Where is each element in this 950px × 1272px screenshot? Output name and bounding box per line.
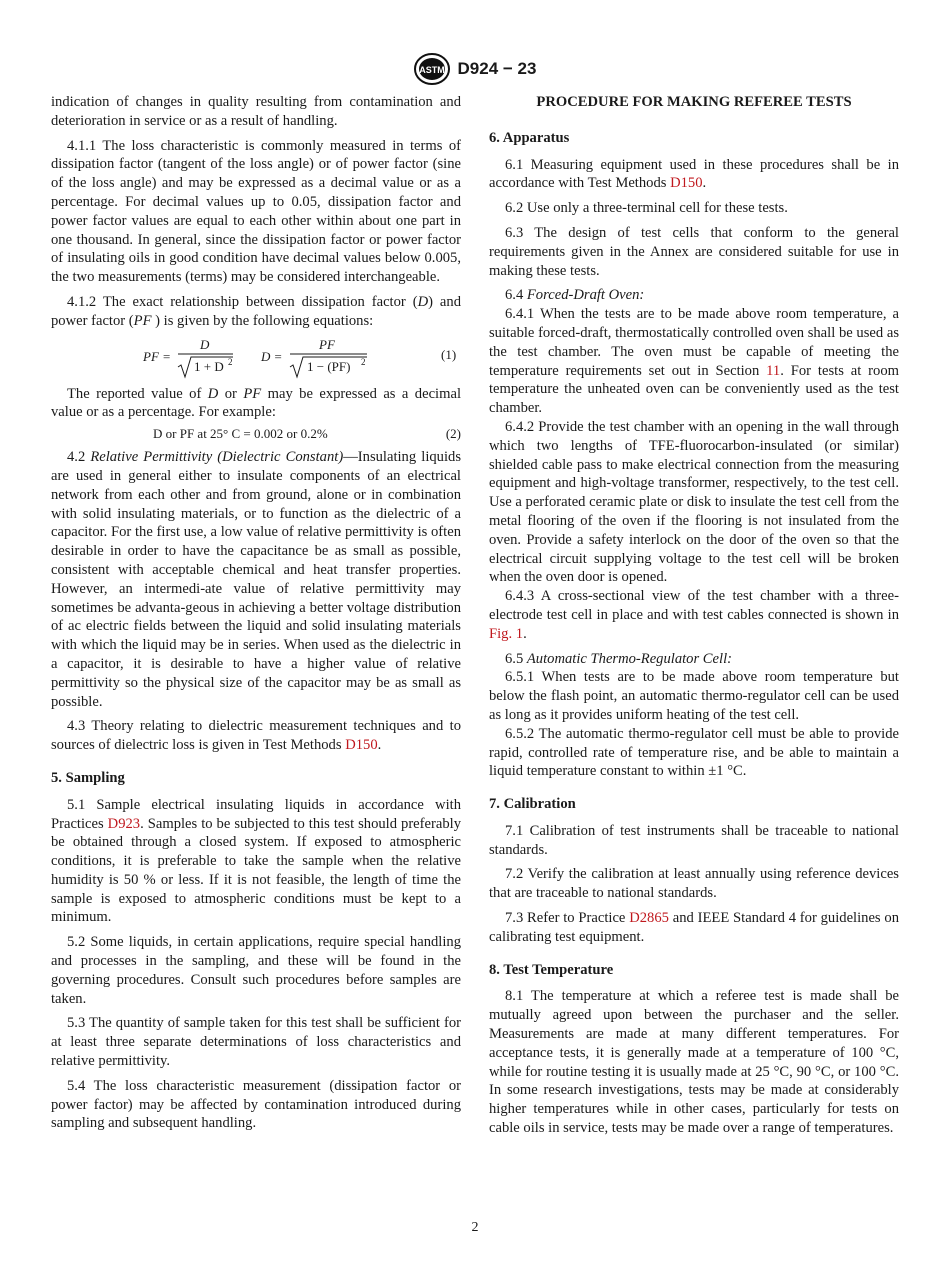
paragraph-7-3: 7.3 Refer to Practice D2865 and IEEE Standard 4 for guidelines on calibrating test equipment. <box>489 910 900 945</box>
svg-text:(1): (1) <box>441 346 457 362</box>
paragraph-6-2: 6.2 Use only a three-terminal cell for these tests. <box>505 200 788 217</box>
paragraph-4-2: 4.2 Relative Permittivity (Dielectric Constant)—Insulating liquids are used in general either to insulate components of an electrical network from each other and from ground, alone or in combination with solid insulating materials, or to function as the dielectric of a capacitor. For the first use, a low value of relative permittivity is often desirable in order to have the capacitance be as small as possible, consistent with acceptable chemical and heat transfer properties. However, an intermedi-ate value of relative permittivity may sometimes be advanta-geous in achieving a better voltage distribution of ac electric fields between the liquid and solid insulating materials with which the liquid may be in series. When used as the dielectric in a capacitor, it is desirable to have a higher value of relative permittivity so the physical size of the capacitor may be as small as possible. <box>51 449 461 710</box>
paragraph-8-1: 8.1 The temperature at which a referee test is made shall be mutually agreed upon between the purchaser and the seller. Measurements are made at many different temperatures. For acceptance tests, it is generally made at a temperature of 100 °C, while for routine testing it is usually made at 25 °C, 90 °C, or 100 °C. In some research investigations, tests may be made at considerably higher temperatures while in other cases, particularly for tests on cable oils in service, tests may be made over a range of temperatures. <box>489 988 899 1137</box>
paragraph-6-4-2: 6.4.2 Provide the test chamber with an opening in the wall through which two lengths of TFE-fluorocarbon-insulated (or similar) shielded cable pass to make electrical connection from the measuring equipment and high-voltage transformer, respectively, to the test cell. Use a perforated ceramic plate or disk to insulate the test cell from the metal flooring of the oven if the flooring is not insulated from the oven. Provide a safety interlock on the door of the oven so that the electrical circuit supplying voltage to the test cell will be broken when the oven door is opened. <box>489 418 899 586</box>
paragraph-5-1: 5.1 Sample electrical insulating liquids in accordance with Practices D923. Samples to be subjected to this test should preferably be obtained through a closed system. If exposed to atmospheric conditions, it is preferable to take the sample when the relative humidity is 50 % or less. If it is not feasible, the length of time the sample is exposed to atmospheric conditions must be kept to a minimum. <box>51 796 461 926</box>
paragraph-6-1: 6.1 Measuring equipment used in these procedures shall be in accordance with Test Methods D150. <box>489 156 899 192</box>
heading-test-temperature: 8. Test Temperature <box>489 961 614 978</box>
svg-text:2: 2 <box>361 356 366 367</box>
paragraph-reported-value: The reported value of D or PF may be expressed as a decimal value or as a percentage. For example: <box>51 385 461 421</box>
paragraph-4-3: 4.3 Theory relating to dielectric measurement techniques and to sources of dielectric loss is given in Test Methods D150. <box>51 718 461 754</box>
svg-text:D =: D = <box>261 348 283 364</box>
paragraph-4-1-2: 4.1.2 The exact relationship between dissipation factor (D) and power factor (PF ) is given by the following equations: <box>51 293 461 329</box>
section-title: PROCEDURE FOR MAKING REFEREE TESTS <box>536 94 852 110</box>
astm-logo-icon <box>414 53 450 85</box>
equation-1 <box>51 335 461 379</box>
equation-2: D or PF at 25° C = 0.002 or 0.2% (2) <box>153 426 461 442</box>
link-d923[interactable]: D923 <box>107 815 141 832</box>
paragraph-6-5-2: 6.5.2 The automatic thermo-regulator cell must be able to provide rapid, controlled rate of temperature rise, and be able to maintain a liquid temperature constant to within ±1 °C. <box>489 725 899 780</box>
paragraph-7-2: 7.2 Verify the calibration at least annually using reference devices that are traceable to national standards. <box>489 866 899 902</box>
paragraph-5-2: 5.2 Some liquids, in certain applications, require special handling and processes in the sampling, and these will be found in the governing procedures. Consult such procedures before samples are taken. <box>51 934 461 1007</box>
paragraph-7-1: 7.1 Calibration of test instruments shall be traceable to national standards. <box>489 822 899 858</box>
paragraph-6-4: 6.4 Forced-Draft Oven: <box>505 287 645 304</box>
paragraph-6-4-1: 6.4.1 When the tests are to be made above room temperature, a suitable forced-draft, thermostatically controlled oven shall be used as the test chamber. The oven must be capable of meeting the temperature requirements set out in Section 11. For tests at room temperature the unheated oven can be conveniently used as the test chamber. <box>489 306 899 417</box>
svg-text:ASTM: ASTM <box>418 65 445 75</box>
svg-text:1 + D: 1 + D <box>194 358 224 374</box>
link-d150[interactable]: D150 <box>345 737 378 754</box>
page-number: 2 <box>471 1220 479 1235</box>
paragraph-6-4-3: 6.4.3 A cross-sectional view of the test chamber with a three-electrode test cell in place and with test cables connected is shown in Fig. 1. <box>489 588 899 642</box>
paragraph-5-3: 5.3 The quantity of sample taken for this test shall be sufficient for at least three separate determinations of loss characteristics and relative permittivity. <box>51 1015 461 1070</box>
link-fig-1[interactable]: Fig. 1 <box>489 625 524 642</box>
right-column <box>489 93 899 1144</box>
paragraph-4-1-1: 4.1.1 The loss characteristic is commonly measured in terms of dissipation factor (tangent of the loss angle) or of power factor (sine of the loss angle) and may be expressed as a decimal value or as a percentage. For decimal values up to 0.05, dissipation factor and power factor values are equal to each other within about one part in one thousand. In general, since the dissipation factor or power factor of insulating oils in good condition have decimal values below 0.005, the two measurements (terms) may be considered interchangeable. <box>51 137 461 286</box>
heading-calibration: 7. Calibration <box>489 796 576 813</box>
page-header <box>0 52 950 86</box>
left-column <box>51 93 461 1139</box>
link-section-11[interactable]: 11 <box>766 362 781 379</box>
document-id: D924 − 23 <box>457 59 537 78</box>
heading-apparatus: 6. Apparatus <box>489 129 570 146</box>
paragraph-5-4: 5.4 The loss characteristic measurement (dissipation factor or power factor) may be affected by contamination introduced during sampling and subsequent handling. <box>51 1077 461 1132</box>
paragraph-intro: indication of changes in quality resulting from contamination and deterioration in service or as a result of handling. <box>51 94 461 129</box>
svg-text:1 − (PF): 1 − (PF) <box>307 358 351 374</box>
svg-text:PF: PF <box>319 336 335 352</box>
paragraph-6-5: 6.5 Automatic Thermo-Regulator Cell: <box>505 650 732 667</box>
equation-1-graphic <box>51 335 461 379</box>
svg-text:PF =: PF = <box>143 348 171 364</box>
heading-sampling: 5. Sampling <box>51 769 125 786</box>
link-d150[interactable]: D150 <box>670 175 703 192</box>
svg-text:2: 2 <box>228 356 233 367</box>
paragraph-6-5-1: 6.5.1 When tests are to be made above room temperature but below the flash point, an automatic thermo-regulator cell can be used as long as it provides uniform heating of the test cell. <box>489 669 899 723</box>
paragraph-6-3: 6.3 The design of test cells that conform to the general requirements given in the Annex are considered suitable for use in making these tests. <box>489 224 899 279</box>
svg-text:D: D <box>200 336 210 352</box>
link-d2865[interactable]: D2865 <box>629 910 669 927</box>
